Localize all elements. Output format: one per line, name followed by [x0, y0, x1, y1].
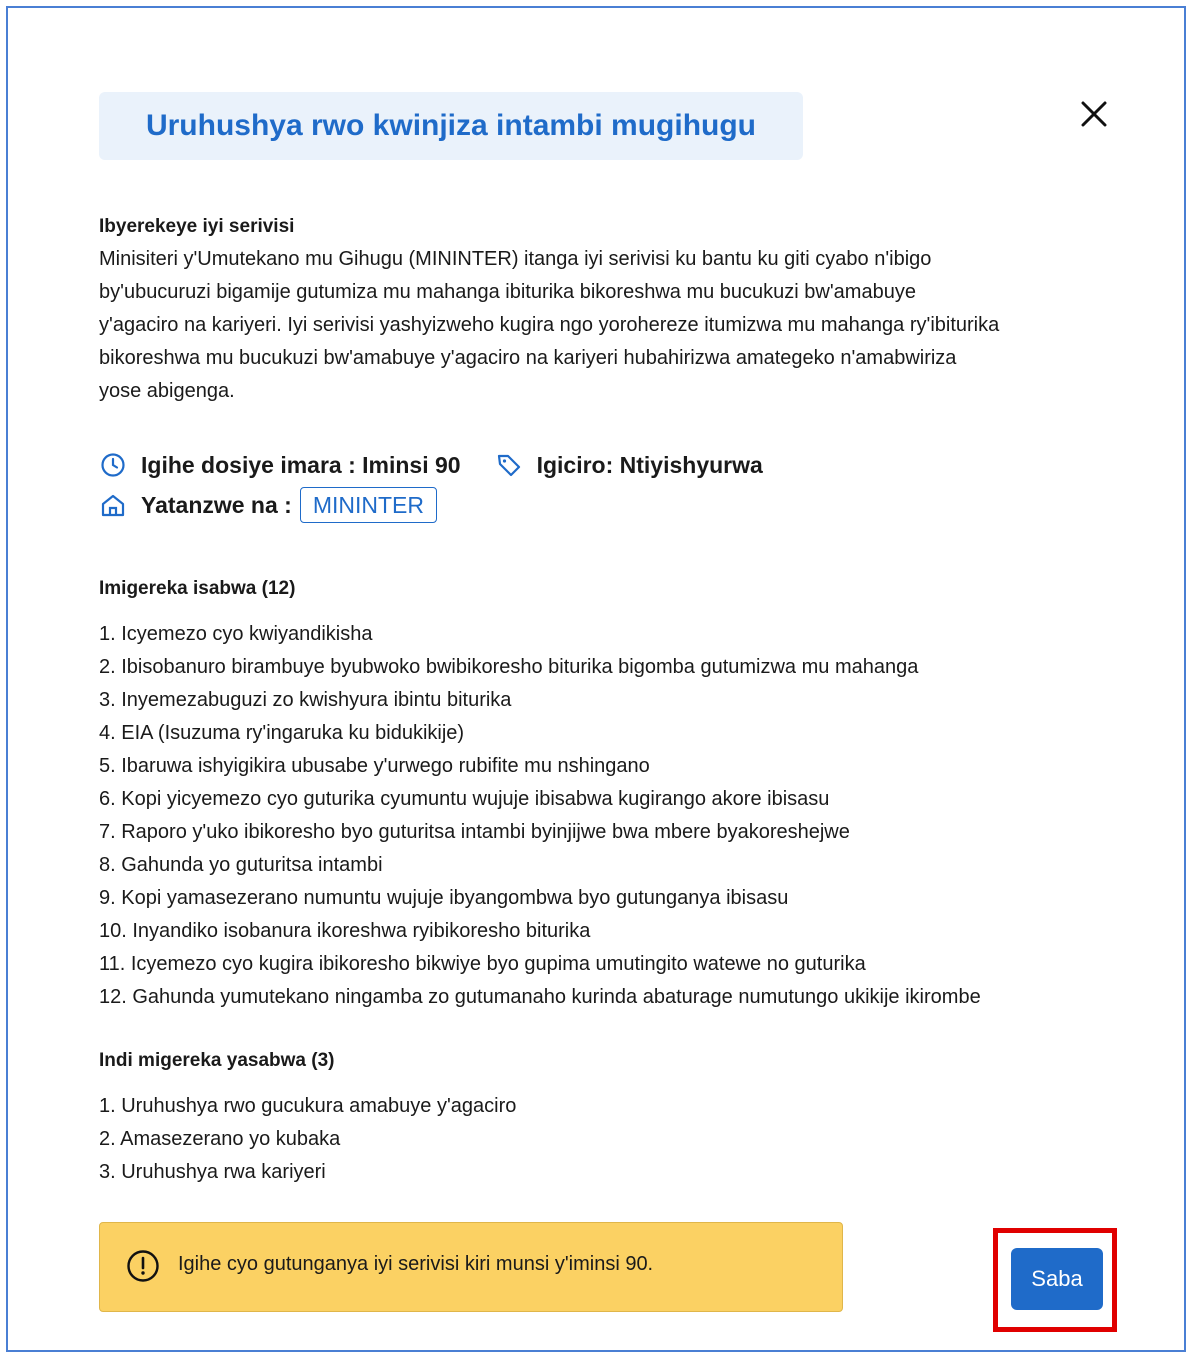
description-line: by'ubucuruzi bigamije gutumiza mu mahanga ibiturika bikoreshwa mu bucukuzi bw'amabuye — [99, 281, 916, 303]
notice-text: Igihe cyo gutunganya iyi serivisi kiri munsi y'iminsi 90. — [178, 1253, 654, 1275]
list-item: 3. Inyemezabuguzi zo kwishyura ibintu biturika — [99, 689, 512, 711]
list-item: 5. Ibaruwa ishyigikira ubusabe y'urwego rubifite mu nshingano — [99, 755, 650, 777]
requirements-list — [99, 618, 981, 1014]
meta-row-provider — [99, 487, 437, 523]
alert-circle-icon — [126, 1249, 160, 1283]
service-price: Igiciro: Ntiyishyurwa — [536, 451, 763, 478]
list-item: 11. Icyemezo cyo kugira ibikoresho bikwiye byo gupima umutingito watewe no guturika — [99, 953, 866, 975]
processing-duration: Igihe dosiye imara : Iminsi 90 — [141, 451, 461, 478]
provider-badge[interactable]: MININTER — [300, 487, 437, 523]
meta-row-duration-price — [99, 451, 763, 479]
clock-icon — [99, 451, 127, 479]
list-item: 8. Gahunda yo guturitsa intambi — [99, 854, 383, 876]
service-description — [99, 243, 1109, 408]
list-item: 10. Inyandiko isobanura ikoreshwa ryibikoresho biturika — [99, 920, 591, 942]
about-heading: Ibyerekeye iyi serivisi — [99, 216, 295, 237]
list-item: 1. Icyemezo cyo kwiyandikisha — [99, 623, 373, 645]
list-item: 7. Raporo y'uko ibikoresho byo guturitsa intambi byinjijwe bwa mbere byakoreshejwe — [99, 821, 850, 843]
list-item: 2. Ibisobanuro birambuye byubwoko bwibikoresho biturika bigomba gutumizwa mu mahanga — [99, 656, 919, 678]
list-item: 9. Kopi yamasezerano numuntu wujuje ibyangombwa byo gutunganya ibisasu — [99, 887, 789, 909]
other-requirements-list — [99, 1090, 516, 1189]
list-item: 4. EIA (Isuzuma ry'ingaruka ku bidukikije) — [99, 722, 465, 744]
provider-label: Yatanzwe na : — [141, 491, 292, 518]
modal-title-box — [99, 92, 803, 160]
building-icon — [99, 491, 127, 519]
description-line: bikoreshwa mu bucukuzi bw'amabuye y'agaciro na kariyeri hubahirizwa amategeko n'amabwiriza — [99, 347, 957, 369]
tag-icon — [495, 451, 523, 479]
list-item: 3. Uruhushya rwa kariyeri — [99, 1161, 326, 1183]
requirements-heading: Imigereka isabwa (12) — [99, 578, 296, 599]
description-line: Minisiteri y'Umutekano mu Gihugu (MININTER) itanga iyi serivisi ku bantu ku giti cyabo n'ibigo — [99, 248, 932, 270]
list-item: 6. Kopi yicyemezo cyo guturika cyumuntu wujuje ibisabwa kugirango akore ibisasu — [99, 788, 830, 810]
close-button[interactable] — [1074, 94, 1114, 134]
other-requirements-heading: Indi migereka yasabwa (3) — [99, 1050, 335, 1071]
description-line: y'agaciro na kariyeri. Iyi serivisi yashyizweho kugira ngo yorohereze itumizwa mu mahanga ry'ibiturika — [99, 314, 1000, 336]
list-item: 12. Gahunda yumutekano ningamba zo gutumanaho kurinda abaturage numutungo ukikije ikirombe — [99, 986, 981, 1008]
processing-notice — [99, 1222, 843, 1312]
apply-button[interactable]: Saba — [1011, 1248, 1103, 1310]
list-item: 2. Amasezerano yo kubaka — [99, 1128, 341, 1150]
list-item: 1. Uruhushya rwo gucukura amabuye y'agaciro — [99, 1095, 517, 1117]
modal-title: Uruhushya rwo kwinjiza intambi mugihugu — [145, 109, 757, 142]
close-icon — [1081, 101, 1107, 127]
description-line: yose abigenga. — [99, 380, 235, 402]
